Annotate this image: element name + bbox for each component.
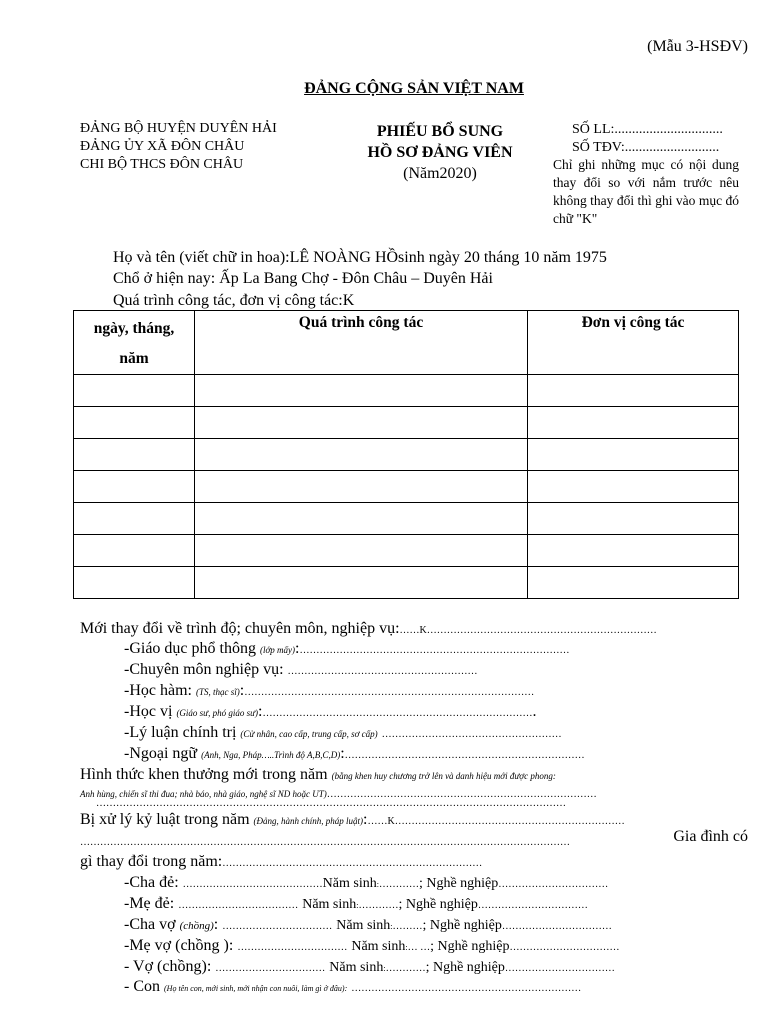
- party-name: ĐẢNG CỘNG SẢN VIỆT NAM: [304, 80, 524, 97]
- table-header-row: [74, 311, 739, 375]
- table-cell[interactable]: [74, 439, 195, 471]
- work-history-table: [73, 310, 739, 599]
- family-mother-in-law: -Mẹ vợ (chồng ): …………………………… Năm sinh:… …; Nghề nghiệp……………………………: [124, 937, 620, 954]
- org-block: [80, 120, 277, 174]
- table-cell[interactable]: [195, 535, 528, 567]
- col-unit-header: Đơn vị công tác: [528, 311, 739, 375]
- qual-item-degree: -Học vị (Giáo sư, phó giáo sư):……………………………………………………………………….: [124, 703, 537, 720]
- reward-title: Hình thức khen thưởng mới trong năm (bằng khen huy chương trở lên và danh hiệu mới được phong:: [80, 766, 556, 783]
- table-row: [74, 407, 739, 439]
- qual-item-professional: -Chuyên môn nghiệp vụ: …………………………………………………: [124, 661, 478, 678]
- table-cell[interactable]: [528, 375, 739, 407]
- family-spouse: - Vợ (chồng): …………………………… Năm sinh:…………; Nghề nghiệp……………………………: [124, 958, 615, 975]
- instruction-note: Chỉ ghi những mục có nội dung thay đổi so với nắm trước nêu không thay đổi thì ghi vào mục đó chữ "K": [553, 157, 739, 226]
- family-intro-line: ………………………………………………………………………………………………………………………………… Gia đình có: [80, 828, 748, 848]
- table-cell[interactable]: [74, 503, 195, 535]
- col-date-header: ngày, tháng, năm: [74, 311, 195, 375]
- table-cell[interactable]: [528, 471, 739, 503]
- table-cell[interactable]: [74, 375, 195, 407]
- table-cell[interactable]: [528, 503, 739, 535]
- discipline-title: Bị xử lý kỷ luật trong năm (Đảng, hành chính, pháp luật):……K……………………………………………………………: [80, 811, 625, 828]
- address-line: Chổ ở hiện nay: Ấp La Bang Chợ - Đôn Châu – Duyên Hải: [113, 270, 493, 287]
- table-cell[interactable]: [528, 407, 739, 439]
- table-row: [74, 471, 739, 503]
- discipline-value: K: [387, 816, 395, 827]
- table-row: [74, 375, 739, 407]
- table-cell[interactable]: [74, 535, 195, 567]
- work-line: Quá trình công tác, đơn vị công tác:K: [113, 292, 355, 309]
- qual-item-politics: -Lý luận chính trị (Cử nhân, cao cấp, trung cấp, sơ cấp) ………………………………………………: [124, 724, 562, 741]
- table-cell[interactable]: [74, 471, 195, 503]
- qual-item-academic-title: -Học hàm: (TS, thạc sĩ):……………………………………………………………………………: [124, 682, 535, 699]
- org-line-1: ĐẢNG BỘ HUYỆN DUYÊN HẢI: [80, 121, 277, 136]
- qualification-title: Mới thay đổi về trình độ; chuyên môn, nghiệp vụ:……K……………………………………………………………: [80, 620, 657, 637]
- table-row: [74, 503, 739, 535]
- org-line-3: CHI BỘ THCS ĐÔN CHÂU: [80, 157, 244, 172]
- family-father: -Cha đẻ: ……………………………………Năm sinh:…………; Nghề nghiệp……………………………: [124, 874, 609, 891]
- qualification-value: K: [419, 625, 427, 636]
- table-cell[interactable]: [195, 567, 528, 599]
- numbers-block: [572, 121, 723, 157]
- table-cell[interactable]: [195, 503, 528, 535]
- name-line: Họ và tên (viết chữ in hoa):LÊ NOÀNG HỒsinh ngày 20 tháng 10 năm 1975: [113, 249, 607, 266]
- form-code: (Mẫu 3-HSĐV): [647, 38, 748, 55]
- so-tdv: SỐ TĐV:...........................: [572, 140, 720, 155]
- qual-item-general: -Giáo dục phổ thông (lớp mấy):………………………………………………………………………: [124, 640, 570, 657]
- table-cell[interactable]: [195, 407, 528, 439]
- title-line-1: PHIẾU BỔ SUNG: [376, 123, 504, 140]
- table-row: [74, 567, 739, 599]
- table-cell[interactable]: [528, 567, 739, 599]
- family-mother: -Mẹ đẻ: ……………………………… Năm sinh:…………; Nghề nghiệp……………………………: [124, 895, 588, 912]
- family-title: gì thay đổi trong năm:……………………………………………………………………: [80, 853, 483, 870]
- family-father-in-law: -Cha vợ (chồng): …………………………… Năm sinh:………; Nghề nghiệp……………………………: [124, 916, 612, 933]
- so-ll: SỐ LL:...............................: [572, 122, 723, 137]
- table-cell[interactable]: [195, 439, 528, 471]
- title-block: [340, 121, 540, 184]
- org-line-2: ĐẢNG ỦY XÃ ĐÔN CHÂU: [80, 139, 245, 154]
- year: (Năm2020): [403, 165, 477, 182]
- table-cell[interactable]: [528, 535, 739, 567]
- table-cell[interactable]: [74, 567, 195, 599]
- family-children: - Con (Họ tên con, mới sinh, mới nhận con nuôi, làm gì ở đâu): ……………………………………………………………: [124, 978, 582, 995]
- title-line-2: HỒ SƠ ĐẢNG VIÊN: [367, 144, 513, 161]
- qual-item-language: -Ngoại ngữ (Anh, Nga, Pháp…..Trình độ A,B,C,D):………………………………………………………………: [124, 745, 585, 762]
- table-row: [74, 535, 739, 567]
- table-cell[interactable]: [195, 375, 528, 407]
- table-cell[interactable]: [528, 439, 739, 471]
- table-row: [74, 439, 739, 471]
- reward-blank-line[interactable]: ……………………………………………………………………………………………………………………………: [96, 798, 566, 809]
- table-cell[interactable]: [74, 407, 195, 439]
- reward-hint-line: Anh hùng, chiến sĩ thi đua; nhà báo, nhà giáo, nghệ sĩ ND hoặc UT)………………………………………………………………………: [80, 789, 597, 800]
- table-cell[interactable]: [195, 471, 528, 503]
- family-tail: Gia đình có: [673, 828, 748, 845]
- col-process-header: Quá trình công tác: [195, 311, 528, 375]
